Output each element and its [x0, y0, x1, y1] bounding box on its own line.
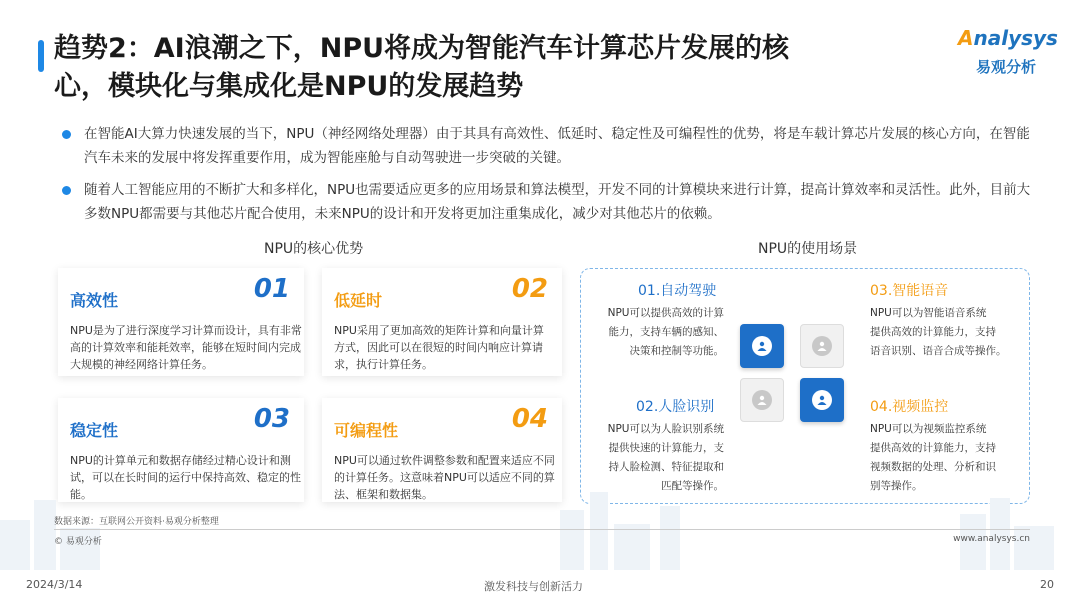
scenario-title-face-recognition: 02.人脸识别: [636, 399, 715, 415]
advantage-desc: NPU是为了进行深度学习计算而设计，具有非常高的计算效率和能耗效率，能够在短时间内完成大规模的神经网络计算任务。: [70, 324, 302, 371]
advantage-name: 稳定性: [70, 421, 119, 440]
advantages-title: NPU的核心优势: [264, 241, 364, 257]
logo-chinese: 易观分析: [976, 58, 1037, 76]
scenario-desc-video-surveillance: NPU可以为视频监控系统 提供高效的计算能力，支持 视频数据的处理、分析和识 别等操作。: [870, 423, 996, 492]
bullet-dot-icon: [62, 186, 71, 195]
scenario-desc-face-recognition: NPU可以为人脸识别系统 提供快速的计算能力，支 持人脸检测、特征提取和 匹配等操作。: [607, 423, 724, 492]
page-title: [54, 30, 914, 106]
scenario-desc-autonomous-driving: NPU可以提供高效的计算 能力，支持车辆的感知、 决策和控制等功能。: [607, 307, 724, 357]
bullet-dot-icon: [62, 130, 71, 139]
advantage-desc: NPU可以通过软件调整参数和配置来适应不同的计算任务。这意味着NPU可以适应不同的算法、框架和数据集。: [334, 454, 555, 501]
copyright: © 易观分析: [54, 537, 102, 547]
scenarios-title: NPU的使用场景: [758, 241, 858, 257]
scenario-title-smart-voice: 03.智能语音: [870, 283, 949, 299]
scenario-desc-smart-voice: NPU可以为智能语音系统 提供高效的计算能力，支持 语音识别、语音合成等操作。: [870, 307, 1007, 357]
scenario-tile-smart-voice: [800, 324, 844, 368]
person-icon: [812, 336, 832, 356]
advantage-name: 可编程性: [334, 421, 399, 440]
footer-date: 2024/3/14: [26, 578, 83, 591]
scenario-tile-face-recognition: [740, 378, 784, 422]
bullet-list: [60, 122, 1040, 234]
scenario-title-video-surveillance: 04.视频监控: [870, 399, 949, 415]
advantage-number: 04: [511, 404, 548, 434]
scenario-title-autonomous-driving: 01.自动驾驶: [638, 283, 717, 299]
website-url: www.analysys.cn: [953, 534, 1030, 544]
page-title-line1: 趋势2：AI浪潮之下，NPU将成为智能汽车计算芯片发展的核: [54, 33, 790, 64]
scenario-tile-video-surveillance: [800, 378, 844, 422]
person-icon: [812, 390, 832, 410]
scenario-tile-autonomous-driving: [740, 324, 784, 368]
advantage-desc: NPU采用了更加高效的矩阵计算和向量计算方式，因此可以在很短的时间内响应计算请求，执行计算任务。: [334, 324, 544, 371]
advantage-name: 低延时: [334, 291, 383, 310]
advantage-card-efficiency: [58, 268, 304, 376]
divider: [54, 529, 1030, 530]
advantage-number: 02: [511, 274, 548, 304]
page-number: 20: [1040, 578, 1054, 591]
title-accent-bar: [38, 40, 44, 72]
person-icon: [752, 336, 772, 356]
person-icon: [752, 390, 772, 410]
advantage-number: 03: [253, 404, 290, 434]
analysys-logo: [958, 26, 1058, 78]
advantage-name: 高效性: [70, 291, 119, 310]
page-title-line2: 心，模块化与集成化是NPU的发展趋势: [54, 71, 524, 102]
bullet-item: 随着人工智能应用的不断扩大和多样化，NPU也需要适应更多的应用场景和算法模型，开发不同的计算模块来进行计算，提高计算效率和灵活性。此外，目前大多数NPU都需要与其他芯片配合使用，未来NPU的设计和开发将更加注重集成化，减少对其他芯片的依赖。: [60, 178, 1040, 226]
footer-slogan: 激发科技与创新活力: [484, 580, 583, 593]
advantage-card-latency: [322, 268, 562, 376]
logo-wordmark: Analysys: [958, 26, 1058, 50]
bullet-item: 在智能AI大算力快速发展的当下，NPU（神经网络处理器）由于其具有高效性、低延时、稳定性及可编程性的优势，将是车载计算芯片发展的核心方向，在智能汽车未来的发展中将发挥重要作用，成为智能座舱与自动驾驶进一步突破的关键。: [60, 122, 1040, 170]
advantage-desc: NPU的计算单元和数据存储经过精心设计和测试，可以在长时间的运行中保持高效、稳定的性能。: [70, 454, 301, 501]
data-source: 数据来源：互联网公开资料·易观分析整理: [54, 517, 219, 527]
advantage-number: 01: [253, 274, 290, 304]
